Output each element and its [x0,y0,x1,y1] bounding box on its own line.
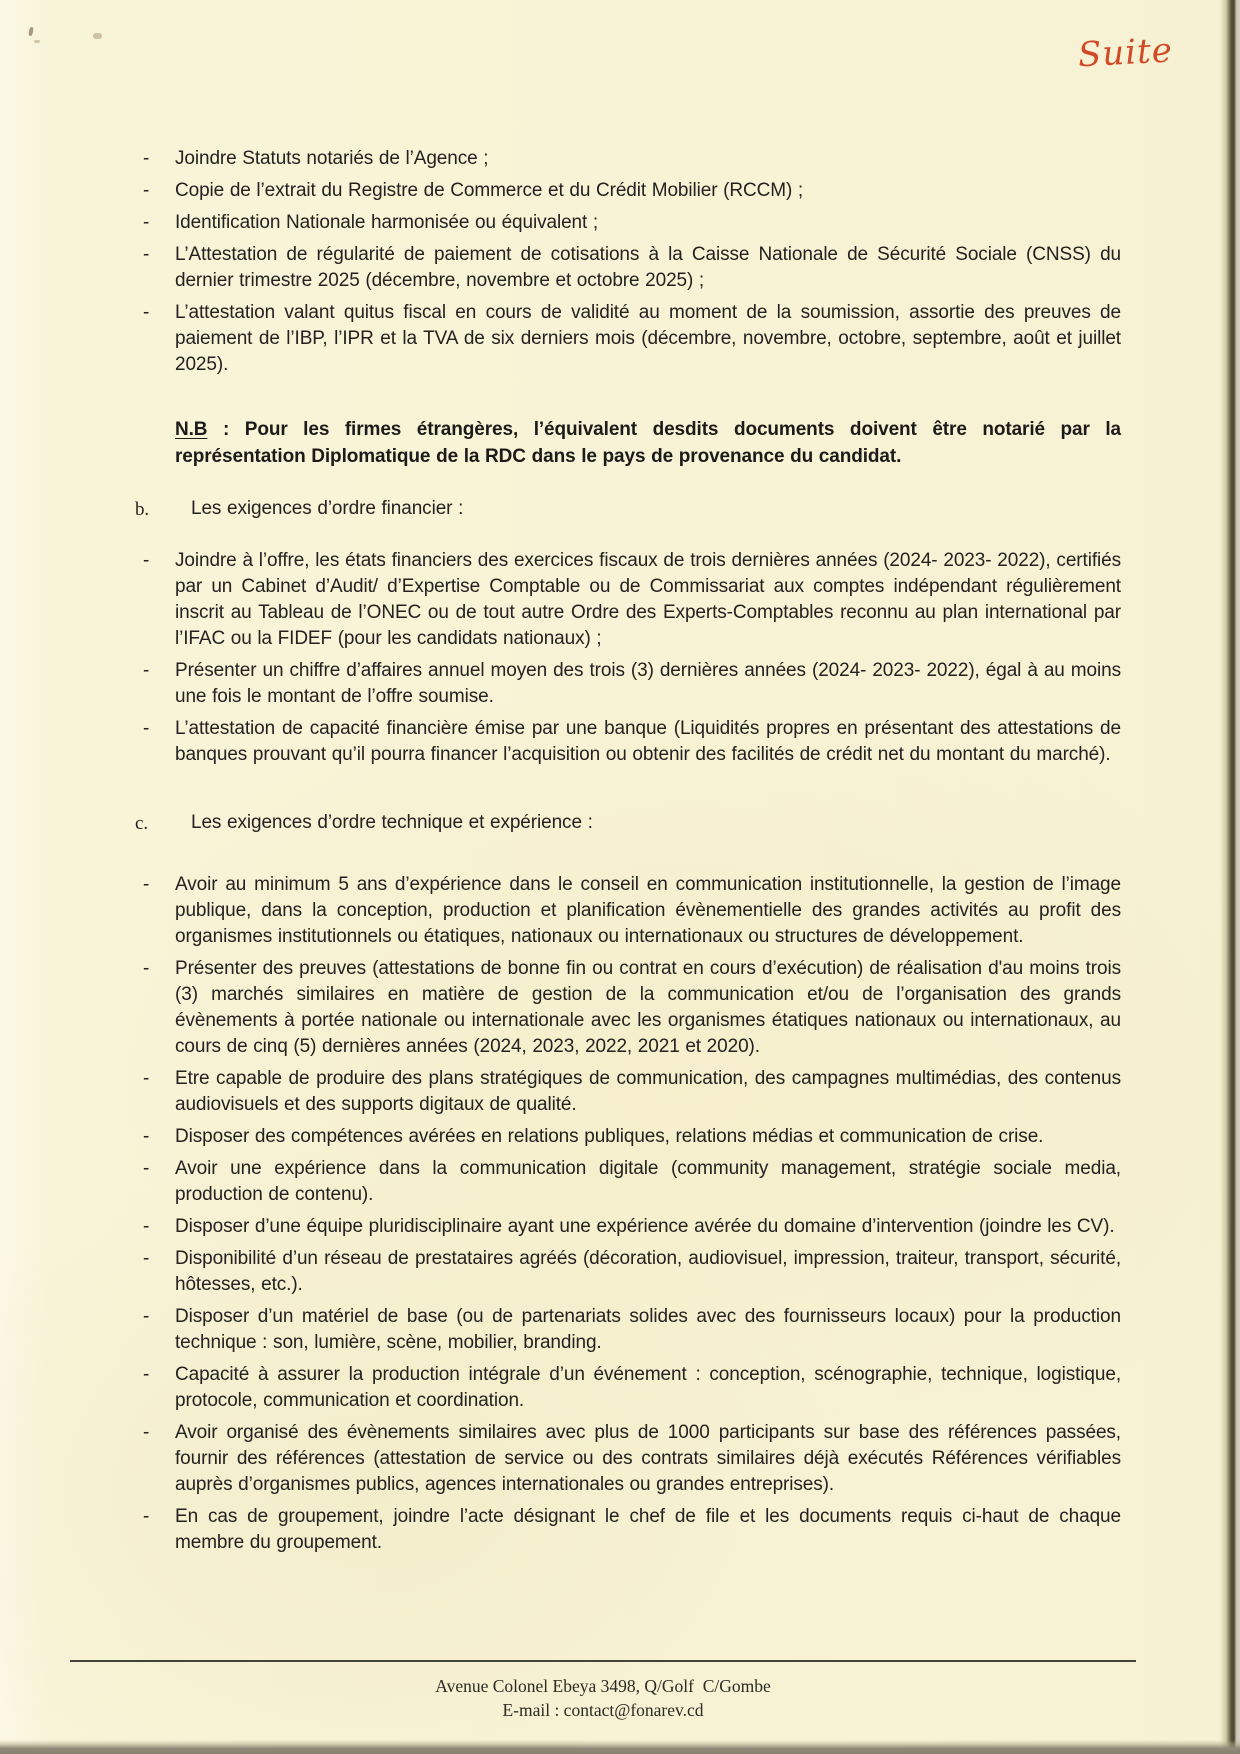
list-item: - Joindre à l’offre, les états financiers des exercices fiscaux de trois dernières années (2024- 2023- 2022), certifiés par un Cabinet d’Audit/ d’Expertise Comptable ou de Commissariat aux comptes indépendant régulièrement inscrit au Tableau de l’ONEC ou de tout autre Ordre des Experts-Comptables reconnu au plan international par l’IFAC ou la FIDEF (pour les candidats nationaux) ; [140,548,1121,652]
document-body [135,146,1121,1556]
section-letter: b. [135,499,150,520]
list-item: - Présenter des preuves (attestations de bonne fin ou contrat en cours d’exécution) de réalisation d'au moins trois (3) marchés similaires en matière de gestion de la communication et/ou de l’organisation des grands évènements à portée nationale ou internationale avec les organismes étatiques nationaux ou internationaux, au cours de cinq (5) dernières années (2024, 2023, 2022, 2021 et 2020). [140,956,1121,1060]
list-item: - Disposer d’un matériel de base (ou de partenariats solides avec des fournisseurs locaux) pour la production technique : son, lumière, scène, mobilier, branding. [140,1304,1121,1356]
page-footer [70,1674,1136,1722]
list-item: - Disposer des compétences avérées en relations publiques, relations médias et communication de crise. [140,1124,1121,1150]
list-item: - Joindre Statuts notariés de l’Agence ; [140,146,1121,172]
list-item: - Présenter un chiffre d’affaires annuel moyen des trois (3) dernières années (2024- 2023- 2022), égal à au moins une fois le montant de l’offre soumise. [140,658,1121,710]
list-item: - L’attestation de capacité financière émise par une banque (Liquidités propres en présentant des attestations de banques prouvant qu’il pourra financer l’acquisition ou obtenir des facilités de crédit net du montant du marché). [140,716,1121,768]
list-item: - Etre capable de produire des plans stratégiques de communication, des campagnes multimédias, des contenus audiovisuels et des supports digitaux de qualité. [140,1066,1121,1118]
list-item: - Avoir au minimum 5 ans d’expérience dans le conseil en communication institutionnelle, la gestion de l’image publique, dans la conception, production et planification évènementielle des grandes activités au profit des organismes institutionnels ou étatiques, nationaux ou internationaux ou structures de développement. [140,872,1121,950]
suite-continuation-label: Suite [1077,30,1174,76]
scan-edge-bottom [0,1740,1240,1754]
list-item: - Disponibilité d’un réseau de prestataires agréés (décoration, audiovisuel, impression, traiteur, transport, sécurité, hôtesses, etc.). [140,1246,1121,1298]
section-heading-financial [135,496,1121,522]
list-item: - Copie de l’extrait du Registre de Commerce et du Crédit Mobilier (RCCM) ; [140,178,1121,204]
scan-speck [93,33,102,39]
list-item: - En cas de groupement, joindre l’acte désignant le chef de file et les documents requis ci-haut de chaque membre du groupement. [140,1504,1121,1556]
scan-speck [28,27,34,37]
footer-email: E-mail : contact@fonarev.cd [502,1700,704,1720]
list-item: - L’attestation valant quitus fiscal en cours de validité au moment de la soumission, assortie des preuves de paiement de l’IBP, l’IPR et la TVA de six derniers mois (décembre, novembre, octobre, septembre, août et juillet 2025). [140,300,1121,378]
list-item: - Avoir une expérience dans la communication digitale (community management, stratégie sociale media, production de contenu). [140,1156,1121,1208]
section-heading-technical [135,810,1121,836]
scan-speck [34,40,40,43]
section-letter: c. [135,813,148,834]
admin-requirements-list [140,146,1121,378]
technical-requirements-list [140,872,1121,1556]
footer-divider [70,1660,1136,1662]
list-item: - Disposer d’une équipe pluridisciplinaire ayant une expérience avérée du domaine d’intervention (joindre les CV). [140,1214,1121,1240]
list-item: - Avoir organisé des évènements similaires avec plus de 1000 participants sur base des références passées, fournir des références (attestation de service ou des contrats similaires déjà exécutés Références vérifiables auprès d’organismes publics, agences internationales ou grandes entreprises). [140,1420,1121,1498]
nota-bene-text: : Pour les firmes étrangères, l’équivalent desdits documents doivent être notarié par la représentation Diplomatique de la RDC dans le pays de provenance du candidat. [175,419,1121,467]
footer-address: Avenue Colonel Ebeya 3498, Q/Golf C/Gombe [435,1676,771,1696]
financial-requirements-list [140,548,1121,768]
section-title: Les exigences d’ordre financier : [191,498,464,519]
scan-edge-right [1220,0,1240,1754]
section-title: Les exigences d’ordre technique et expérience : [191,812,593,833]
nota-bene [175,416,1121,470]
nota-bene-label: N.B [175,419,208,440]
list-item: - L’Attestation de régularité de paiement de cotisations à la Caisse Nationale de Sécurité Sociale (CNSS) du dernier trimestre 2025 (décembre, novembre et octobre 2025) ; [140,242,1121,294]
list-item: - Identification Nationale harmonisée ou équivalent ; [140,210,1121,236]
list-item: - Capacité à assurer la production intégrale d’un événement : conception, scénographie, technique, logistique, protocole, communication et coordination. [140,1362,1121,1414]
